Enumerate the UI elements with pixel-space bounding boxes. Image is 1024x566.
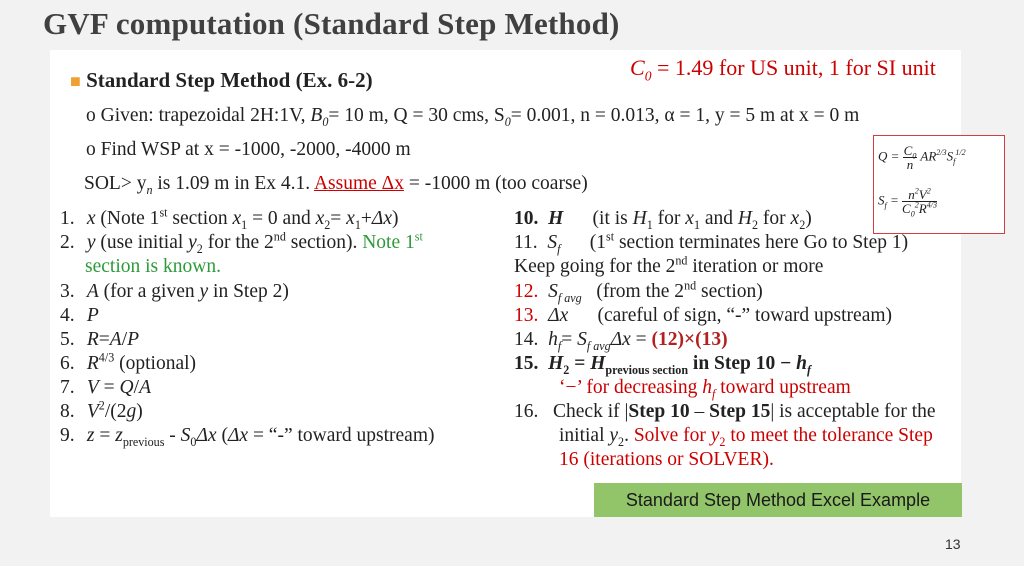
step-2-cont: section is known. xyxy=(85,256,221,277)
manning-sf-formula: $S_f$ = $\frac{n^2V^2}{C_0^2R^{4/3}}$ xyxy=(878,186,938,219)
circle-bullet-icon: o xyxy=(86,105,96,126)
slide-title: GVF computation (Standard Step Method) xyxy=(43,6,620,41)
step-10: 10. H (it is $H_1$ for $x_1$ and $H_2$ for $x_2$) xyxy=(514,208,812,232)
step-16-cont2: 16 (iterations or SOLVER). xyxy=(559,449,774,470)
step-1: 1. x (Note 1st section $x_1 = 0$ and $x_2= x_1+\Delta x$) xyxy=(60,205,399,232)
step-7: 7. V = Q/A xyxy=(60,377,151,398)
sol-end: = -1000 m (too coarse) xyxy=(403,173,588,194)
given-rest: = 10 m, Q = 30 cms, S xyxy=(328,105,505,126)
step-13: 13. Δx (careful of sign, “-” toward upstream) xyxy=(514,305,893,326)
page-number: 13 xyxy=(945,536,961,552)
step-12: 12. $S_{f avg}$ (from the 2nd section) xyxy=(514,278,763,305)
given-prefix: Given: trapezoidal 2H:1V, xyxy=(100,105,306,126)
step-14: 14. $h_f= S_{f avg}\Delta x = (12)\times(13)$ xyxy=(514,329,728,353)
keep-going: Keep going for the 2nd iteration or more xyxy=(514,253,824,277)
c0-note-text: = 1.49 for US unit, 1 for SI unit xyxy=(657,55,936,80)
step-4: 4. P xyxy=(60,305,99,326)
section-heading xyxy=(70,68,373,93)
step-15: 15. $H_2 = H_{previous section}$ in Step $10 - h_f$ xyxy=(514,353,812,377)
sol-line: $SOL> y_n$ is 1.09 m in Ex 4.1. Assume Δx = -1000 m (too coarse) xyxy=(84,173,588,197)
bullet-icon: ■ xyxy=(70,71,81,91)
sol-assume: Assume Δx xyxy=(313,173,404,194)
step-16-cont: initial $y_2$. Solve for $y_2$ to meet the tolerance Step xyxy=(559,425,933,449)
step-15-note: ‘−’ for decreasing $h_f$ toward upstream xyxy=(559,377,851,401)
given-rest2: = 0.001, n = 0.013, α = 1, y = 5 m at x = 0 m xyxy=(510,105,860,126)
step-8: 8. $V^2/(2g)$ xyxy=(60,398,143,422)
step-5: 5. R=A/P xyxy=(60,329,140,350)
step-16: 16. Check if |Step 10 – Step 15| is acceptable for the xyxy=(514,401,936,422)
given-line: o Given: trapezoidal 2H:1V, $B_0= 10$ m, Q = 30 cms, $S_0= 0.001$, n = 0.013, α = 1, y = 5 m at x = 0 m xyxy=(86,105,860,129)
formula-box xyxy=(873,135,1005,234)
excel-example-button[interactable]: Standard Step Method Excel Example xyxy=(594,483,962,517)
step-9: 9. $z = z_{previous} - S_0\Delta x$ (Δx = “-” toward upstream) xyxy=(60,425,435,449)
sol-prefix: SOL> y xyxy=(84,173,147,194)
step-11: 11. $S_f$ (1st section terminates here Go to Step 1) xyxy=(514,229,909,256)
step-3: 3. A (for a given y in Step 2) xyxy=(60,281,289,302)
step-2: 2. y (use initial $y_2$ for the 2nd section). Note 1st xyxy=(60,229,423,256)
step-6: 6. $R^{4/3}$ (optional) xyxy=(60,350,197,374)
manning-q-formula: Q = $\frac{C_0}{n}$ $AR^{2/3}S_f^{1/2}$ xyxy=(878,143,966,172)
c0-note: $C_0 = 1.49$ for US unit, 1 for SI unit xyxy=(630,55,936,84)
section-heading-text: Standard Step Method (Ex. 6-2) xyxy=(86,68,373,92)
sol-mid: is 1.09 m in Ex 4.1. xyxy=(152,173,314,194)
find-line xyxy=(86,138,411,162)
circle-bullet-icon: o xyxy=(86,139,96,160)
find-text: Find WSP at x = -1000, -2000, -4000 m xyxy=(100,139,411,160)
